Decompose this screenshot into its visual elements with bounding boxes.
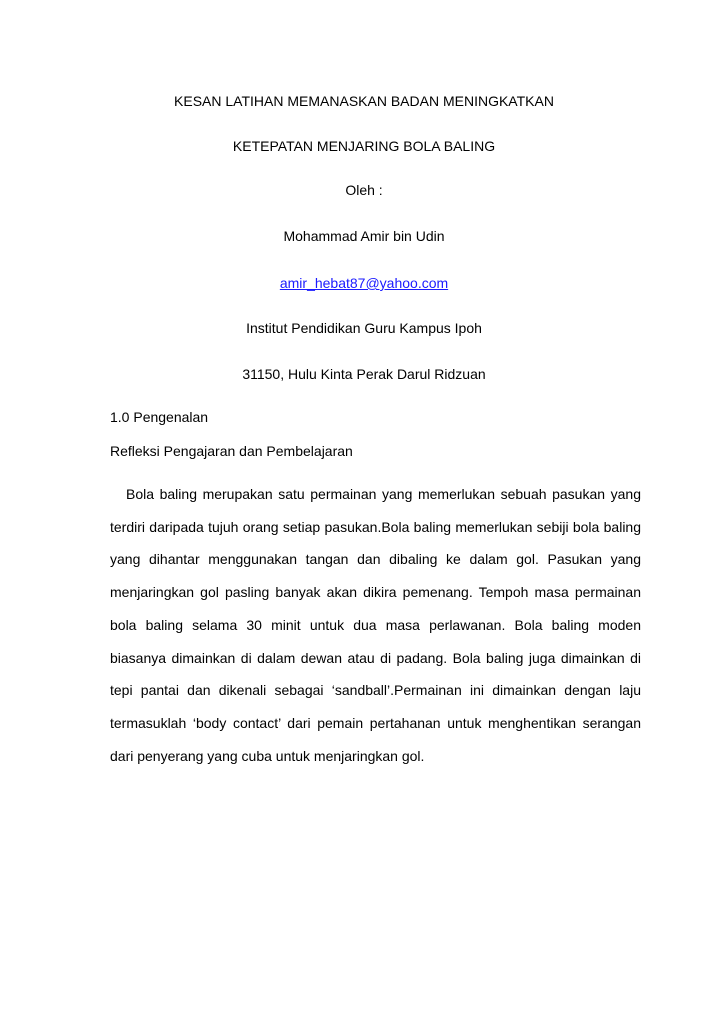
by-label: Oleh : [345, 182, 383, 198]
title-line-1: KESAN LATIHAN MEMANASKAN BADAN MENINGKATKAN [174, 93, 554, 109]
author-name: Mohammad Amir bin Udin [283, 228, 445, 244]
section-heading: 1.0 Pengenalan [110, 409, 209, 425]
institution: Institut Pendidikan Guru Kampus Ipoh [246, 320, 482, 336]
address: 31150, Hulu Kinta Perak Darul Ridzuan [242, 366, 486, 382]
body-paragraph: Bola baling merupakan satu permainan yang memerlukan sebuah pasukan yang terdiri daripada tujuh orang setiap pasukan.Bola baling memerlukan sebiji bola baling yang dihantar menggunakan tangan dan dibaling ke dalam gol. Pasukan yang menjaringkan gol pasling banyak akan dikira pemenang. Tempoh masa permainan bola baling selama 30 minit untuk dua masa perlawanan. Bola baling moden biasanya dimainkan di dalam dewan atau di padang. Bola baling juga dimainkan di tepi pantai dan dikenali sebagai ‘sandball’.Permainan ini dimainkan dengan laju termasuklah ‘body contact’ dari pemain pertahanan untuk menghentikan serangan dari penyerang yang cuba untuk menjaringkan gol. [110, 486, 641, 764]
title-line-2: KETEPATAN MENJARING BOLA BALING [232, 138, 496, 154]
section-subheading: Refleksi Pengajaran dan Pembelajaran [110, 443, 353, 459]
email-line [0, 274, 728, 292]
email-link[interactable]: amir_hebat87@yahoo.com [279, 275, 449, 291]
